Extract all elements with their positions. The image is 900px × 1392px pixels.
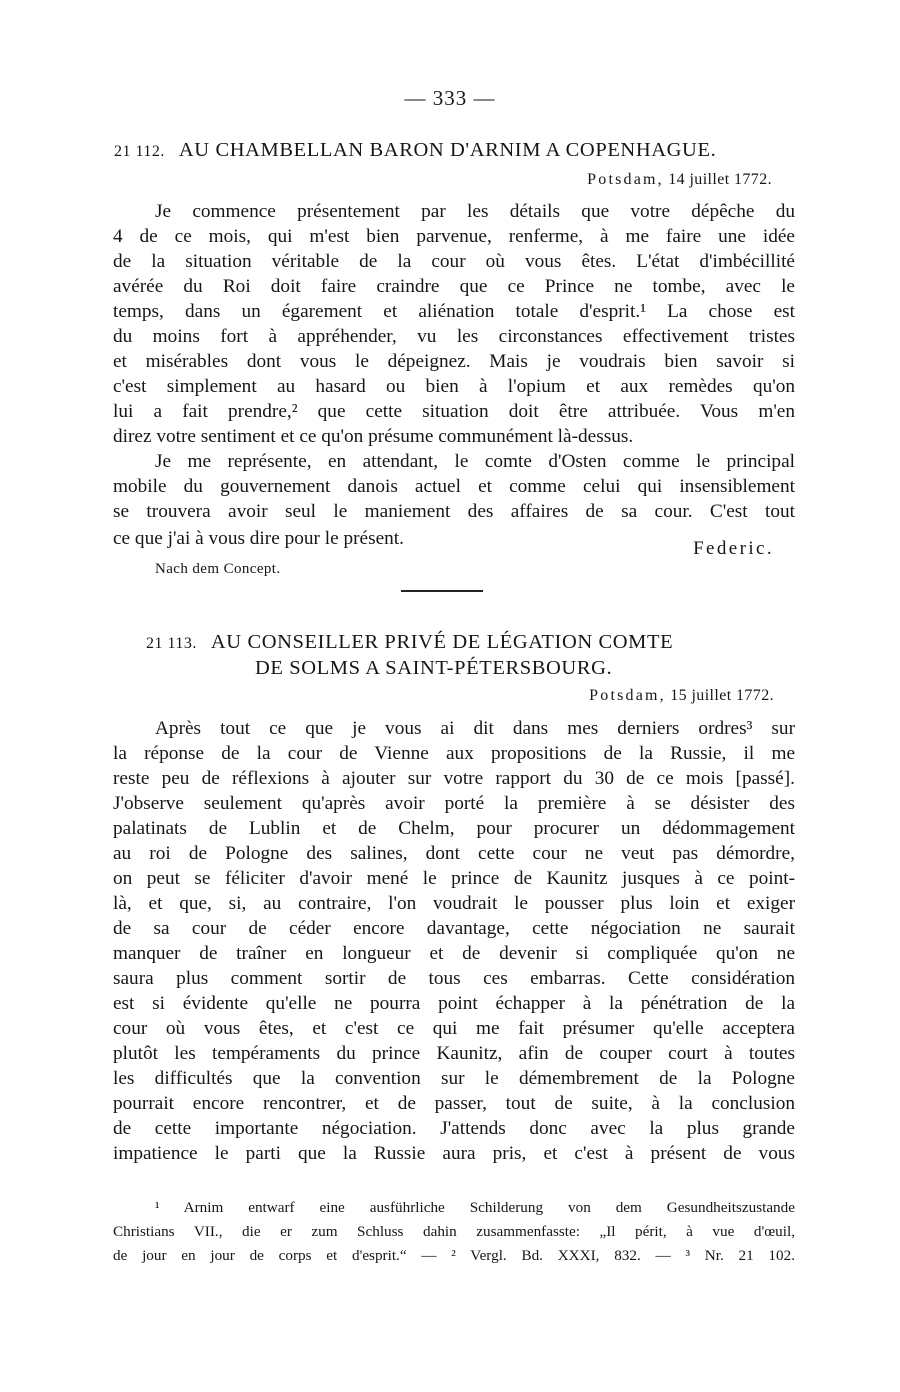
footnote-line: de jour en jour de corps et d'esprit.“ — ² Vergl. Bd. XXXI, 832. — ³ Nr. 21 102. — [113, 1247, 795, 1264]
text-line: de sa cour de céder encore davantage, cette négociation ne saurait — [113, 918, 795, 939]
page-number: — 333 — — [404, 86, 496, 110]
text-line: de cette importante négociation. J'attends donc avec la plus grande — [113, 1118, 795, 1139]
text-line: manquer de traîner en longueur et de devenir si compliquée qu'on ne — [113, 943, 795, 964]
letter-place: Potsdam, — [589, 687, 666, 704]
text-line: temps, dans un égarement et aliénation totale d'esprit.¹ La chose est — [113, 301, 795, 322]
letter-title: AU CHAMBELLAN BARON D'ARNIM A COPENHAGUE. — [178, 139, 717, 161]
source-note: Nach dem Concept. — [155, 561, 281, 577]
letter-date: 14 juillet 1772. — [668, 171, 772, 188]
text-line: au roi de Pologne des salines, dont cette cour ne veut pas démordre, — [113, 843, 795, 864]
letter-title: AU CONSEILLER PRIVÉ DE LÉGATION COMTE — [210, 631, 674, 653]
letter-date: 15 juillet 1772. — [670, 687, 774, 704]
text-line: du moins fort à appréhender, vu les circonstances effectivement tristes — [113, 326, 795, 347]
text-line: la réponse de la cour de Vienne aux propositions de la Russie, il me — [113, 743, 795, 764]
text-line: c'est simplement au hasard ou bien à l'opium et aux remèdes qu'on — [113, 376, 795, 397]
letter-place: Potsdam, — [587, 171, 664, 188]
text-line: est si évidente qu'elle ne pourra point échapper à la pénétration de la — [113, 993, 795, 1014]
letter-number: 21 112. — [114, 143, 165, 160]
text-line: Je commence présentement par les détails que votre dépêche du — [155, 201, 795, 222]
text-line: direz votre sentiment et ce qu'on présume communément là-dessus. — [113, 426, 634, 447]
text-line: lui a fait prendre,² que cette situation doit être attribuée. Vous m'en — [113, 401, 795, 422]
text-line: avérée du Roi doit faire craindre que ce Prince ne tombe, avec le — [113, 276, 795, 297]
text-line: saura plus comment sortir de tous ces embarras. Cette considération — [113, 968, 795, 989]
text-line: palatinats de Lublin et de Chelm, pour procurer un dédommagement — [113, 818, 795, 839]
text-line: Après tout ce que je vous ai dit dans mes derniers ordres³ sur — [155, 718, 795, 739]
text-line: mobile du gouvernement danois actuel et comme celui qui insensiblement — [113, 476, 795, 497]
text-line: plutôt les tempéraments du prince Kaunitz, afin de couper court à toutes — [113, 1043, 795, 1064]
text-line: de la situation véritable de la cour où vous êtes. L'état d'imbécillité — [113, 251, 795, 272]
text-line: les difficultés que la convention sur le démembrement de la Pologne — [113, 1068, 795, 1089]
text-line: ce que j'ai à vous dire pour le présent. — [113, 528, 404, 549]
text-line: reste peu de réflexions à ajouter sur votre rapport du 30 de ce mois [passé]. — [113, 768, 795, 789]
signature: Federic. — [693, 538, 774, 559]
text-line: là, et que, si, au contraire, l'on voudrait le pousser plus loin et exiger — [113, 893, 795, 914]
letter-number: 21 113. — [146, 635, 197, 652]
footnote-line: Christians VII., die er zum Schluss dahin zusammenfasste: „Il périt, à vue d'œuil, — [113, 1223, 795, 1240]
text-line: se trouvera avoir seul le maniement des affaires de sa cour. C'est tout — [113, 501, 795, 522]
letter-heading — [114, 139, 716, 162]
text-line: 4 de ce mois, qui m'est bien parvenue, renferme, à me faire une idée — [113, 226, 795, 247]
text-line: Je me représente, en attendant, le comte d'Osten comme le principal — [155, 451, 795, 472]
section-divider — [401, 590, 483, 592]
text-line: cour où vous êtes, et c'est ce qui me fait présumer qu'elle acceptera — [113, 1018, 795, 1039]
text-line: impatience le parti que la Russie aura pris, et c'est à présent de vous — [113, 1143, 795, 1164]
text-line: J'observe seulement qu'après avoir porté la première à se désister des — [113, 793, 795, 814]
footnote-line: ¹ Arnim entwarf eine ausführliche Schilderung von dem Gesundheitszustande — [155, 1199, 795, 1216]
letter-dateline — [587, 171, 772, 189]
text-line: on peut se féliciter d'avoir mené le prince de Kaunitz jusques à ce point- — [113, 868, 795, 889]
text-line: pourrait encore rencontrer, et de passer, tout de suite, à la conclusion — [113, 1093, 795, 1114]
text-line: et misérables dont vous le dépeignez. Mais je voudrais bien savoir si — [113, 351, 795, 372]
letter-title-continued: DE SOLMS A SAINT-PÉTERSBOURG. — [255, 657, 613, 679]
letter-heading — [146, 631, 673, 654]
letter-dateline — [589, 687, 774, 705]
